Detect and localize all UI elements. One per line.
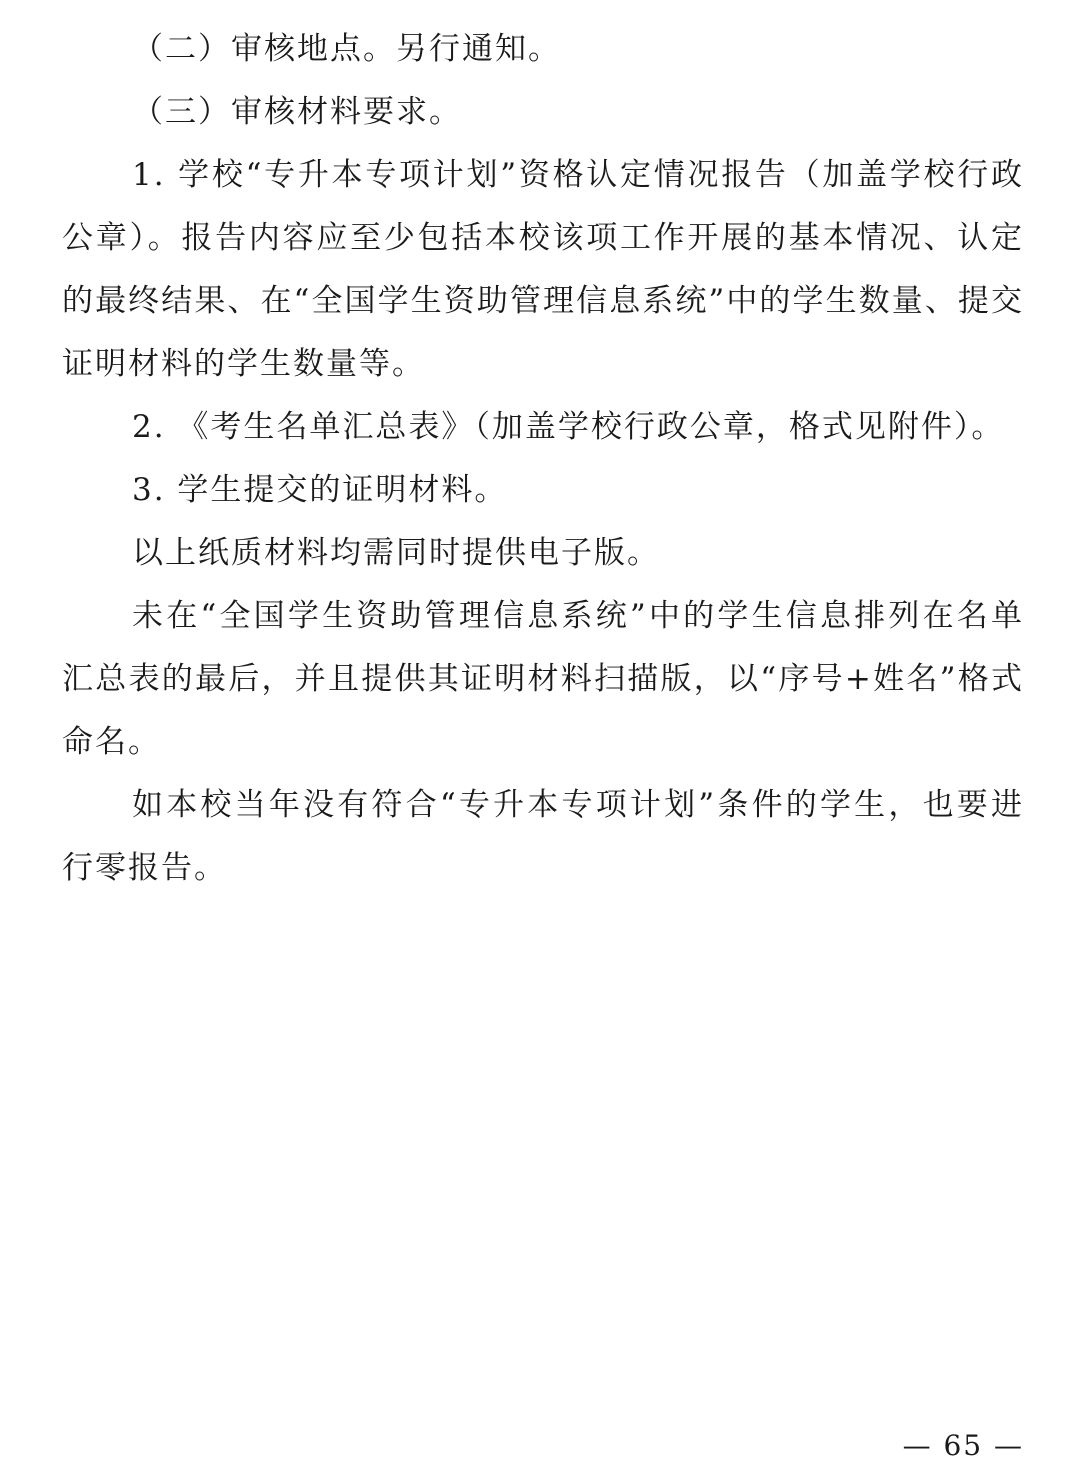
section-heading-review-materials: （三）审核材料要求。 bbox=[132, 94, 462, 130]
document-body bbox=[62, 18, 1024, 900]
electronic-copy-note: 以上纸质材料均需同时提供电子版。 bbox=[132, 535, 660, 571]
requirement-item-2: 2. 《考生名单汇总表》（加盖学校行政公章，格式见附件）。 bbox=[132, 409, 1005, 445]
zero-report-note: 如本校当年没有符合“专升本专项计划”条件的学生，也要进行零报告。 bbox=[62, 787, 1024, 886]
page-number: — 65 — bbox=[902, 1429, 1024, 1462]
unregistered-students-note: 未在“全国学生资助管理信息系统”中的学生信息排列在名单汇总表的最后，并且提供其证明材料扫描版，以“序号+姓名”格式命名。 bbox=[62, 598, 1024, 760]
section-heading-review-location: （二）审核地点。另行通知。 bbox=[132, 31, 561, 67]
requirement-item-1: 1. 学校“专升本专项计划”资格认定情况报告（加盖学校行政公章）。报告内容应至少包括本校该项工作开展的基本情况、认定的最终结果、在“全国学生资助管理信息系统”中的学生数量、提交证明材料的学生数量等。 bbox=[62, 157, 1024, 382]
requirement-item-3: 3. 学生提交的证明材料。 bbox=[132, 472, 508, 508]
